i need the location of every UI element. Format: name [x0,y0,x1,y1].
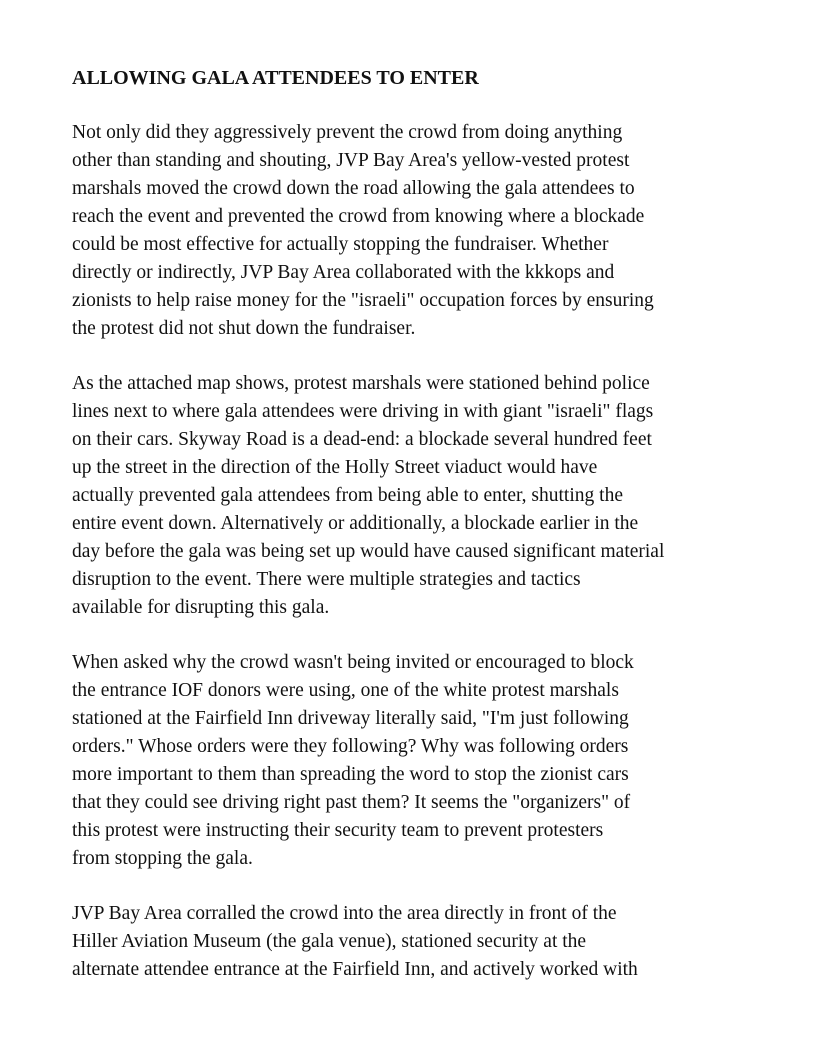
document-page [72,64,752,1011]
section-heading: ALLOWING GALA ATTENDEES TO ENTER [72,67,479,89]
paragraph-line: JVP Bay Area corralled the crowd into the area directly in front of the [72,903,617,924]
paragraph-2 [72,370,752,622]
paragraph-line: actually prevented gala attendees from being able to enter, shutting the [72,485,623,506]
paragraph-line: more important to them than spreading the word to stop the zionist cars [72,764,629,785]
paragraph-line: Not only did they aggressively prevent the crowd from doing anything [72,122,623,143]
paragraph-line: available for disrupting this gala. [72,597,330,618]
paragraph-line: on their cars. Skyway Road is a dead-end: a blockade several hundred feet [72,429,652,450]
paragraph-line: the entrance IOF donors were using, one of the white protest marshals [72,680,619,701]
paragraph-line: the protest did not shut down the fundraiser. [72,318,416,339]
paragraph-line: up the street in the direction of the Holly Street viaduct would have [72,457,598,478]
paragraph-line: orders." Whose orders were they following? Why was following orders [72,736,629,757]
paragraph-line: day before the gala was being set up would have caused significant material [72,541,665,562]
paragraph-line: entire event down. Alternatively or additionally, a blockade earlier in the [72,513,639,534]
paragraph-line: stationed at the Fairfield Inn driveway literally said, "I'm just following [72,708,629,729]
paragraph-line: When asked why the crowd wasn't being invited or encouraged to block [72,652,634,673]
paragraph-line: this protest were instructing their security team to prevent protesters [72,820,604,841]
paragraph-line: Hiller Aviation Museum (the gala venue), stationed security at the [72,931,587,952]
paragraph-line: from stopping the gala. [72,848,253,869]
paragraph-line: lines next to where gala attendees were driving in with giant "israeli" flags [72,401,654,422]
paragraph-3 [72,649,752,873]
paragraph-line: that they could see driving right past them? It seems the "organizers" of [72,792,631,813]
paragraph-line: marshals moved the crowd down the road allowing the gala attendees to [72,178,635,199]
paragraph-4 [72,900,752,984]
paragraph-line: As the attached map shows, protest marshals were stationed behind police [72,373,650,394]
paragraph-line: other than standing and shouting, JVP Bay Area's yellow-vested protest [72,150,630,171]
paragraph-line: could be most effective for actually stopping the fundraiser. Whether [72,234,609,255]
paragraph-1 [72,119,752,343]
paragraph-line: alternate attendee entrance at the Fairfield Inn, and actively worked with [72,959,638,980]
paragraph-line: zionists to help raise money for the "israeli" occupation forces by ensuring [72,290,654,311]
paragraph-line: directly or indirectly, JVP Bay Area collaborated with the kkkops and [72,262,615,283]
paragraph-line: disruption to the event. There were multiple strategies and tactics [72,569,581,590]
paragraph-line: reach the event and prevented the crowd from knowing where a blockade [72,206,645,227]
